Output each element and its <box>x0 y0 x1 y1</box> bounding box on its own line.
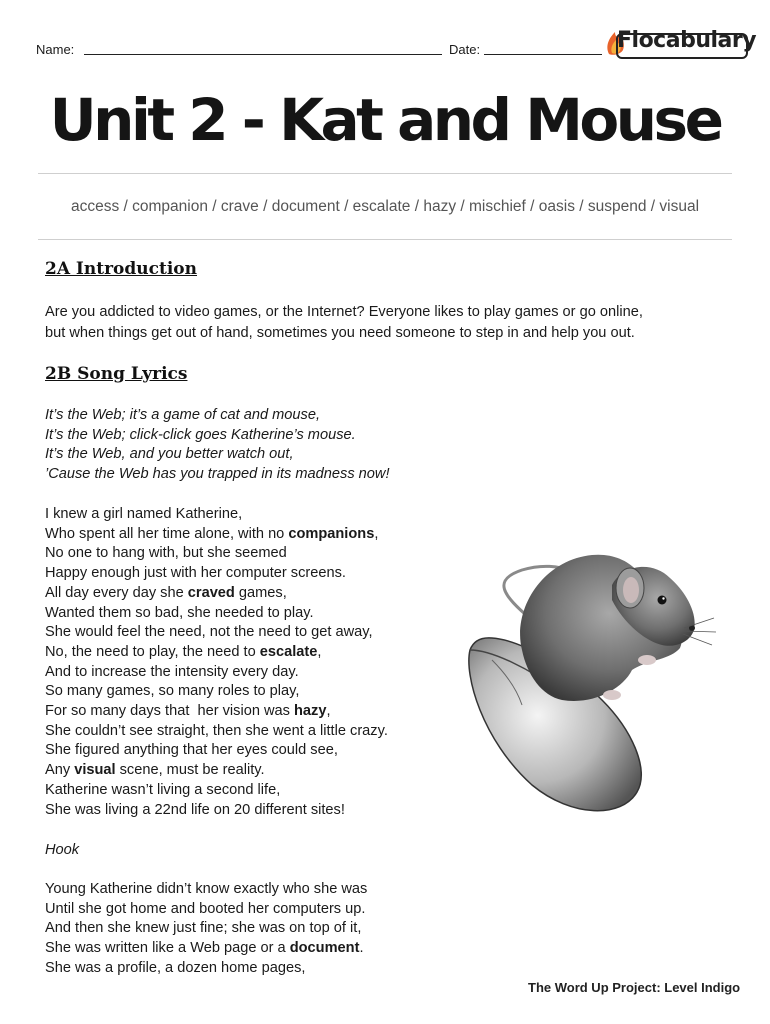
bottom-divider <box>38 239 732 240</box>
chorus-line: It’s the Web; it’s a game of cat and mouse, <box>45 407 321 423</box>
lyric-text: Katherine wasn’t living a second life, <box>45 781 281 798</box>
hook-label: Hook <box>45 842 80 858</box>
verse-one <box>45 505 465 820</box>
rat-on-computer-mouse-image <box>462 500 722 820</box>
flocabulary-logo <box>603 24 757 60</box>
lyric-line <box>45 880 465 900</box>
chorus-line: It’s the Web; click-click goes Katherine’s mouse. <box>45 426 356 443</box>
lyric-text: She couldn’t see straight, then she went a little crazy. <box>45 722 388 739</box>
lyric-text: She was written like a Web page or a <box>45 940 290 957</box>
vocab-word: craved <box>187 584 235 601</box>
lyric-line <box>45 722 465 742</box>
lyric-line <box>45 939 465 959</box>
lyric-text: No, the need to play, the need to <box>45 643 260 660</box>
footer-text: The Word Up Project: Level Indigo <box>528 980 741 995</box>
lyric-line <box>45 564 465 584</box>
lyric-text: She would feel the need, not the need to get away, <box>45 624 373 641</box>
lyric-text: She figured anything that her eyes could see, <box>45 742 338 759</box>
top-divider <box>38 173 732 174</box>
lyric-text: She was living a 22nd life on 20 different sites! <box>45 801 345 818</box>
name-field[interactable] <box>84 54 442 55</box>
name-date-row <box>36 40 606 60</box>
intro-line: but when things get out of hand, sometimes you need someone to step in and help you out. <box>45 325 635 341</box>
lyric-line <box>45 584 465 604</box>
lyric-text: Until she got home and booted her computers up. <box>45 900 366 917</box>
name-label: Name: <box>36 42 75 57</box>
lyric-text: No one to hang with, but she seemed <box>45 545 287 562</box>
vocab-word: companions <box>288 525 375 542</box>
lyric-text: For so many days that her vision was <box>45 703 295 720</box>
lyric-text: And to increase the intensity every day. <box>45 663 299 680</box>
lyric-line <box>45 682 465 702</box>
chorus-line: ’Cause the Web has you trapped in its madness now! <box>45 466 390 483</box>
intro-heading: 2A Introduction <box>45 259 198 279</box>
lyric-line <box>45 604 465 624</box>
lyric-text: I knew a girl named Katherine, <box>45 506 243 522</box>
lyric-text: Young Katherine didn’t know exactly who she was <box>45 881 368 897</box>
lyric-line <box>45 663 465 683</box>
logo-text: Flocabulary <box>617 28 757 53</box>
lyric-line <box>45 544 465 564</box>
lyric-text: Any <box>45 762 75 779</box>
lyric-line <box>45 761 465 781</box>
vocab-word: visual <box>74 762 116 779</box>
lyric-line <box>45 801 465 821</box>
lyric-text: scene, must be reality. <box>115 762 265 779</box>
lyric-line <box>45 505 465 525</box>
lyric-line <box>45 623 465 643</box>
lyric-line <box>45 959 465 979</box>
chorus-line: It’s the Web, and you better watch out, <box>45 446 294 463</box>
vocabulary-list: access / companion / crave / document / escalate / hazy / mischief / oasis / suspend / visual <box>70 198 700 215</box>
lyric-text: Wanted them so bad, she needed to play. <box>45 604 314 621</box>
lyric-line <box>45 643 465 663</box>
lyric-text: Who spent all her time alone, with no <box>45 525 289 542</box>
lyric-text: So many games, so many roles to play, <box>45 683 300 700</box>
vocab-word: document <box>289 940 360 957</box>
verse-two <box>45 880 465 979</box>
lyric-text: , <box>326 703 331 720</box>
lyric-text: Happy enough just with her computer screens. <box>45 565 346 582</box>
lyric-line <box>45 741 465 761</box>
lyric-text: . <box>359 940 364 957</box>
intro-line: Are you addicted to video games, or the Internet? Everyone likes to play games or go online, <box>45 304 643 320</box>
lyric-line <box>45 781 465 801</box>
lyric-line <box>45 525 465 545</box>
vocab-word: hazy <box>294 703 327 720</box>
lyrics-heading: 2B Song Lyrics <box>45 364 188 384</box>
hook-label-block <box>45 841 465 861</box>
date-label: Date: <box>449 42 481 57</box>
date-field[interactable] <box>484 54 602 55</box>
vocab-word: escalate <box>259 643 318 660</box>
lyric-line <box>45 702 465 722</box>
lyric-text: , <box>374 525 379 542</box>
lyric-text: games, <box>234 584 287 601</box>
lyric-line <box>45 919 465 939</box>
page-title: Unit 2 - Kat and Mouse <box>49 86 721 154</box>
lyric-text: All day every day she <box>45 584 188 601</box>
lyric-text: She was a profile, a dozen home pages, <box>45 959 306 976</box>
lyric-text: , <box>317 643 322 660</box>
intro-paragraph <box>45 302 725 344</box>
chorus <box>45 406 465 485</box>
lyric-text: And then she knew just fine; she was on top of it, <box>45 920 362 937</box>
lyric-line <box>45 900 465 920</box>
